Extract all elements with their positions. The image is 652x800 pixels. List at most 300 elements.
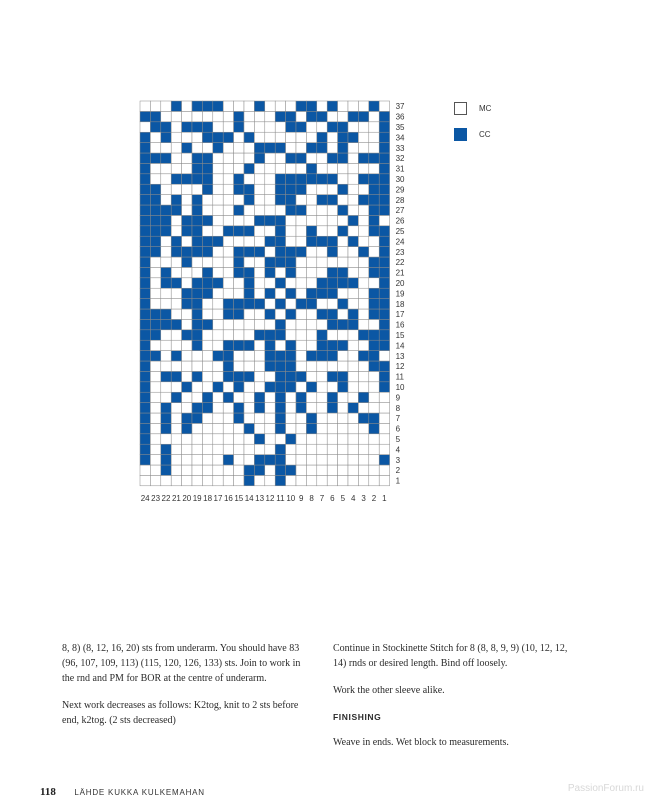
chart-cell-mc [254, 174, 264, 184]
page-number: 118 [40, 786, 56, 798]
chart-cell-mc [213, 153, 223, 163]
chart-cell-cc [327, 195, 337, 205]
chart-cell-cc [254, 299, 264, 309]
chart-cell-cc [182, 226, 192, 236]
chart-cell-mc [244, 236, 254, 246]
chart-cell-mc [296, 226, 306, 236]
chart-cell-cc [369, 423, 379, 433]
chart-cell-mc [244, 309, 254, 319]
chart-cell-mc [265, 278, 275, 288]
row-number-label: 27 [395, 206, 405, 216]
chart-cell-mc [244, 413, 254, 423]
row-number-label: 2 [395, 466, 401, 476]
chart-cell-cc [192, 122, 202, 132]
chart-cell-mc [265, 319, 275, 329]
row-number-label: 35 [395, 123, 405, 132]
chart-cell-cc [286, 340, 296, 350]
chart-cell-mc [338, 101, 348, 111]
chart-cell-cc [338, 153, 348, 163]
chart-cell-cc [213, 278, 223, 288]
chart-cell-cc [234, 267, 244, 277]
chart-cell-cc [379, 174, 389, 184]
chart-cell-cc [182, 288, 192, 298]
chart-cell-mc [338, 163, 348, 173]
chart-cell-cc [171, 247, 181, 257]
chart-cell-cc [265, 455, 275, 465]
chart-cell-mc [306, 195, 316, 205]
chart-cell-mc [234, 195, 244, 205]
chart-cell-cc [338, 278, 348, 288]
chart-cell-mc [348, 205, 358, 215]
chart-cell-cc [161, 153, 171, 163]
chart-cell-cc [275, 257, 285, 267]
chart-cell-cc [379, 205, 389, 215]
chart-cell-mc [161, 434, 171, 444]
chart-cell-mc [234, 444, 244, 454]
chart-cell-mc [348, 288, 358, 298]
chart-cell-mc [327, 330, 337, 340]
column-number-label: 12 [265, 493, 275, 503]
chart-cell-mc [171, 434, 181, 444]
chart-cell-mc [286, 403, 296, 413]
chart-cell-mc [286, 330, 296, 340]
chart-cell-cc [192, 247, 202, 257]
chart-cell-cc [254, 153, 264, 163]
chart-cell-cc [140, 143, 150, 153]
chart-cell-mc [213, 309, 223, 319]
chart-cell-cc [275, 382, 285, 392]
chart-cell-mc [244, 111, 254, 121]
chart-cell-mc [171, 299, 181, 309]
chart-cell-mc [369, 163, 379, 173]
column-number-label: 19 [192, 493, 202, 503]
chart-cell-cc [140, 340, 150, 350]
chart-cell-mc [161, 174, 171, 184]
chart-cell-mc [223, 247, 233, 257]
chart-cell-mc [202, 330, 212, 340]
chart-cell-mc [213, 299, 223, 309]
column-number-label: 1 [382, 493, 387, 503]
chart-cell-cc [171, 278, 181, 288]
chart-cell-mc [150, 475, 160, 485]
row-number-label: 5 [395, 435, 401, 444]
chart-cell-cc [369, 267, 379, 277]
chart-cell-mc [182, 111, 192, 121]
chart-cell-mc [265, 101, 275, 111]
chart-cell-mc [369, 444, 379, 454]
chart-cell-mc [369, 132, 379, 142]
chart-cell-cc [358, 111, 368, 121]
chart-cell-mc [192, 143, 202, 153]
chart-cell-mc [348, 392, 358, 402]
chart-cell-mc [192, 111, 202, 121]
chart-cell-mc [327, 455, 337, 465]
chart-cell-mc [223, 195, 233, 205]
chart-cell-cc [296, 371, 306, 381]
chart-cell-mc [161, 195, 171, 205]
chart-cell-mc [244, 143, 254, 153]
chart-cell-mc [369, 382, 379, 392]
chart-cell-mc [317, 434, 327, 444]
chart-cell-mc [192, 132, 202, 142]
chart-cell-mc [192, 392, 202, 402]
chart-cell-mc [379, 403, 389, 413]
chart-cell-cc [379, 143, 389, 153]
chart-cell-cc [150, 184, 160, 194]
chart-cell-cc [213, 236, 223, 246]
chart-cell-cc [379, 319, 389, 329]
chart-cell-mc [327, 413, 337, 423]
chart-cell-mc [254, 257, 264, 267]
chart-cell-cc [317, 351, 327, 361]
chart-cell-cc [140, 215, 150, 225]
chart-cell-mc [317, 247, 327, 257]
chart-cell-mc [234, 361, 244, 371]
chart-cell-cc [286, 257, 296, 267]
chart-cell-mc [348, 195, 358, 205]
chart-cell-mc [369, 455, 379, 465]
chart-cell-mc [161, 299, 171, 309]
chart-cell-cc [369, 299, 379, 309]
chart-cell-cc [182, 413, 192, 423]
chart-cell-mc [338, 236, 348, 246]
chart-cell-mc [379, 392, 389, 402]
column-number-label: 3 [361, 493, 366, 503]
chart-cell-mc [192, 267, 202, 277]
chart-cell-cc [379, 382, 389, 392]
chart-cell-cc [234, 371, 244, 381]
chart-cell-cc [317, 132, 327, 142]
chart-cell-cc [317, 278, 327, 288]
chart-cell-mc [234, 434, 244, 444]
chart-cell-mc [254, 205, 264, 215]
chart-cell-mc [358, 309, 368, 319]
chart-cell-mc [213, 455, 223, 465]
chart-cell-cc [275, 143, 285, 153]
chart-cell-mc [223, 143, 233, 153]
chart-cell-mc [296, 278, 306, 288]
column-number-label: 13 [255, 493, 265, 503]
paragraph: Next work decreases as follows: K2tog, knit to 2 sts before end, k2tog. (2 sts decreased) [62, 700, 299, 726]
chart-cell-cc [265, 288, 275, 298]
chart-cell-cc [379, 267, 389, 277]
chart-cell-cc [182, 257, 192, 267]
chart-cell-cc [161, 267, 171, 277]
chart-cell-mc [327, 132, 337, 142]
chart-cell-cc [286, 309, 296, 319]
chart-cell-cc [202, 247, 212, 257]
row-number-label: 6 [395, 424, 401, 434]
chart-cell-cc [150, 309, 160, 319]
chart-cell-cc [234, 174, 244, 184]
chart-cell-mc [296, 413, 306, 423]
chart-cell-cc [306, 163, 316, 173]
chart-cell-mc [244, 330, 254, 340]
chart-cell-mc [348, 475, 358, 485]
chart-cell-cc [161, 319, 171, 329]
chart-cell-cc [171, 195, 181, 205]
chart-cell-mc [327, 299, 337, 309]
chart-cell-mc [265, 465, 275, 475]
chart-cell-mc [338, 174, 348, 184]
chart-cell-mc [296, 455, 306, 465]
chart-cell-cc [244, 267, 254, 277]
chart-cell-cc [348, 236, 358, 246]
chart-cell-cc [202, 278, 212, 288]
chart-cell-cc [265, 351, 275, 361]
chart-cell-mc [348, 371, 358, 381]
row-number-label: 14 [395, 341, 405, 351]
chart-cell-cc [338, 205, 348, 215]
chart-cell-cc [140, 153, 150, 163]
chart-cell-cc [286, 288, 296, 298]
chart-cell-mc [182, 475, 192, 485]
chart-cell-mc [202, 413, 212, 423]
chart-cell-cc [234, 403, 244, 413]
chart-cell-cc [244, 247, 254, 257]
chart-cell-mc [327, 143, 337, 153]
chart-cell-cc [265, 257, 275, 267]
chart-cell-mc [171, 423, 181, 433]
chart-cell-mc [306, 444, 316, 454]
row-number-label: 20 [395, 279, 405, 288]
left-column [62, 641, 302, 740]
chart-cell-cc [161, 122, 171, 132]
chart-cell-mc [317, 455, 327, 465]
chart-cell-cc [317, 288, 327, 298]
chart-cell-cc [192, 163, 202, 173]
chart-cell-mc [338, 423, 348, 433]
chart-cell-cc [161, 423, 171, 433]
chart-cell-mc [275, 122, 285, 132]
chart-cell-cc [358, 351, 368, 361]
chart-cell-mc [338, 330, 348, 340]
chart-cell-mc [348, 257, 358, 267]
chart-cell-cc [327, 153, 337, 163]
chart-cell-mc [358, 444, 368, 454]
chart-cell-mc [265, 174, 275, 184]
chart-cell-mc [254, 382, 264, 392]
chart-cell-cc [327, 101, 337, 111]
chart-cell-mc [348, 434, 358, 444]
chart-cell-mc [182, 236, 192, 246]
chart-cell-cc [182, 215, 192, 225]
chart-cell-mc [234, 423, 244, 433]
chart-cell-mc [348, 184, 358, 194]
chart-cell-mc [213, 444, 223, 454]
column-number-label: 6 [330, 493, 335, 503]
chart-cell-cc [265, 215, 275, 225]
chart-cell-cc [358, 392, 368, 402]
chart-cell-cc [182, 299, 192, 309]
chart-cell-cc [182, 247, 192, 257]
chart-cell-mc [306, 132, 316, 142]
chart-cell-cc [275, 215, 285, 225]
chart-cell-mc [161, 382, 171, 392]
chart-cell-cc [265, 236, 275, 246]
column-number-label: 2 [371, 493, 377, 503]
chart-cell-cc [306, 299, 316, 309]
chart-cell-mc [161, 184, 171, 194]
row-number-label: 23 [395, 247, 405, 257]
column-number-label: 18 [203, 493, 213, 503]
chart-cell-mc [161, 361, 171, 371]
chart-cell-mc [296, 444, 306, 454]
chart-cell-cc [161, 465, 171, 475]
chart-cell-mc [265, 184, 275, 194]
chart-cell-cc [150, 122, 160, 132]
chart-cell-cc [150, 153, 160, 163]
chart-cell-cc [161, 403, 171, 413]
chart-cell-cc [254, 247, 264, 257]
chart-cell-mc [296, 163, 306, 173]
chart-cell-cc [140, 226, 150, 236]
legend-item-cc [454, 126, 491, 142]
chart-cell-mc [182, 444, 192, 454]
chart-cell-mc [254, 475, 264, 485]
chart-cell-mc [223, 153, 233, 163]
chart-cell-mc [327, 465, 337, 475]
chart-cell-cc [379, 309, 389, 319]
chart-cell-mc [306, 330, 316, 340]
chart-cell-cc [286, 205, 296, 215]
chart-cell-cc [140, 236, 150, 246]
chart-cell-mc [265, 111, 275, 121]
chart-cell-cc [171, 101, 181, 111]
chart-cell-mc [254, 319, 264, 329]
chart-cell-mc [286, 132, 296, 142]
chart-cell-cc [265, 340, 275, 350]
chart-legend [454, 100, 491, 152]
chart-cell-cc [244, 371, 254, 381]
chart-cell-mc [369, 465, 379, 475]
chart-cell-mc [317, 413, 327, 423]
chart-cell-cc [379, 330, 389, 340]
chart-cell-mc [369, 319, 379, 329]
chart-cell-cc [161, 444, 171, 454]
row-number-label: 10 [395, 383, 405, 392]
chart-cell-mc [348, 351, 358, 361]
chart-cell-mc [306, 465, 316, 475]
chart-cell-mc [348, 153, 358, 163]
chart-cell-mc [234, 236, 244, 246]
chart-cell-cc [379, 361, 389, 371]
chart-cell-cc [369, 205, 379, 215]
chart-cell-mc [150, 267, 160, 277]
chart-cell-mc [306, 319, 316, 329]
chart-cell-mc [213, 371, 223, 381]
chart-cell-mc [296, 309, 306, 319]
chart-cell-mc [338, 434, 348, 444]
chart-cell-cc [161, 226, 171, 236]
chart-cell-mc [182, 351, 192, 361]
column-number-label: 20 [182, 493, 192, 503]
chart-cell-mc [317, 226, 327, 236]
chart-cell-cc [265, 309, 275, 319]
chart-cell-mc [182, 319, 192, 329]
chart-cell-cc [192, 153, 202, 163]
chart-cell-mc [244, 257, 254, 267]
chart-cell-mc [286, 236, 296, 246]
chart-cell-mc [244, 215, 254, 225]
chart-cell-cc [150, 351, 160, 361]
chart-cell-cc [327, 392, 337, 402]
chart-cell-mc [223, 330, 233, 340]
column-number-label: 8 [309, 493, 314, 503]
chart-cell-mc [223, 403, 233, 413]
chart-cell-cc [275, 299, 285, 309]
chart-cell-mc [213, 122, 223, 132]
chart-cell-mc [327, 434, 337, 444]
chart-cell-cc [234, 257, 244, 267]
chart-cell-mc [171, 153, 181, 163]
chart-cell-mc [150, 413, 160, 423]
row-number-label: 22 [395, 258, 405, 268]
chart-cell-cc [192, 101, 202, 111]
chart-cell-cc [192, 299, 202, 309]
chart-cell-cc [348, 278, 358, 288]
chart-cell-mc [296, 340, 306, 350]
legend-item-mc [454, 100, 491, 116]
chart-cell-cc [286, 434, 296, 444]
chart-cell-mc [244, 153, 254, 163]
chart-cell-cc [182, 423, 192, 433]
chart-cell-cc [379, 153, 389, 163]
chart-cell-mc [213, 434, 223, 444]
legend-mc-label: MC [479, 103, 492, 113]
column-number-label: 10 [286, 493, 296, 503]
chart-cell-cc [192, 403, 202, 413]
right-column [333, 641, 573, 762]
chart-cell-mc [254, 163, 264, 173]
chart-cell-cc [192, 215, 202, 225]
chart-cell-cc [317, 330, 327, 340]
paragraph: Work the other sleeve alike. [333, 685, 445, 696]
chart-cell-mc [244, 319, 254, 329]
chart-cell-mc [161, 351, 171, 361]
chart-cell-mc [265, 247, 275, 257]
chart-cell-cc [234, 111, 244, 121]
chart-cell-mc [213, 423, 223, 433]
chart-cell-mc [161, 340, 171, 350]
chart-cell-mc [150, 340, 160, 350]
chart-cell-mc [286, 299, 296, 309]
chart-cell-cc [140, 174, 150, 184]
chart-cell-mc [296, 267, 306, 277]
chart-cell-cc [202, 174, 212, 184]
chart-cell-mc [358, 403, 368, 413]
chart-cell-mc [358, 163, 368, 173]
chart-cell-cc [379, 236, 389, 246]
chart-cell-mc [275, 153, 285, 163]
chart-cell-mc [327, 111, 337, 121]
chart-cell-mc [286, 101, 296, 111]
chart-cell-mc [161, 111, 171, 121]
chart-cell-mc [275, 267, 285, 277]
chart-cell-mc [286, 392, 296, 402]
chart-cell-cc [379, 288, 389, 298]
chart-cell-cc [369, 153, 379, 163]
chart-cell-mc [317, 444, 327, 454]
chart-cell-mc [150, 299, 160, 309]
chart-cell-mc [306, 247, 316, 257]
chart-cell-cc [244, 184, 254, 194]
chart-cell-mc [265, 205, 275, 215]
chart-cell-mc [202, 309, 212, 319]
chart-cell-mc [192, 382, 202, 392]
chart-cell-cc [140, 205, 150, 215]
chart-cell-cc [192, 205, 202, 215]
